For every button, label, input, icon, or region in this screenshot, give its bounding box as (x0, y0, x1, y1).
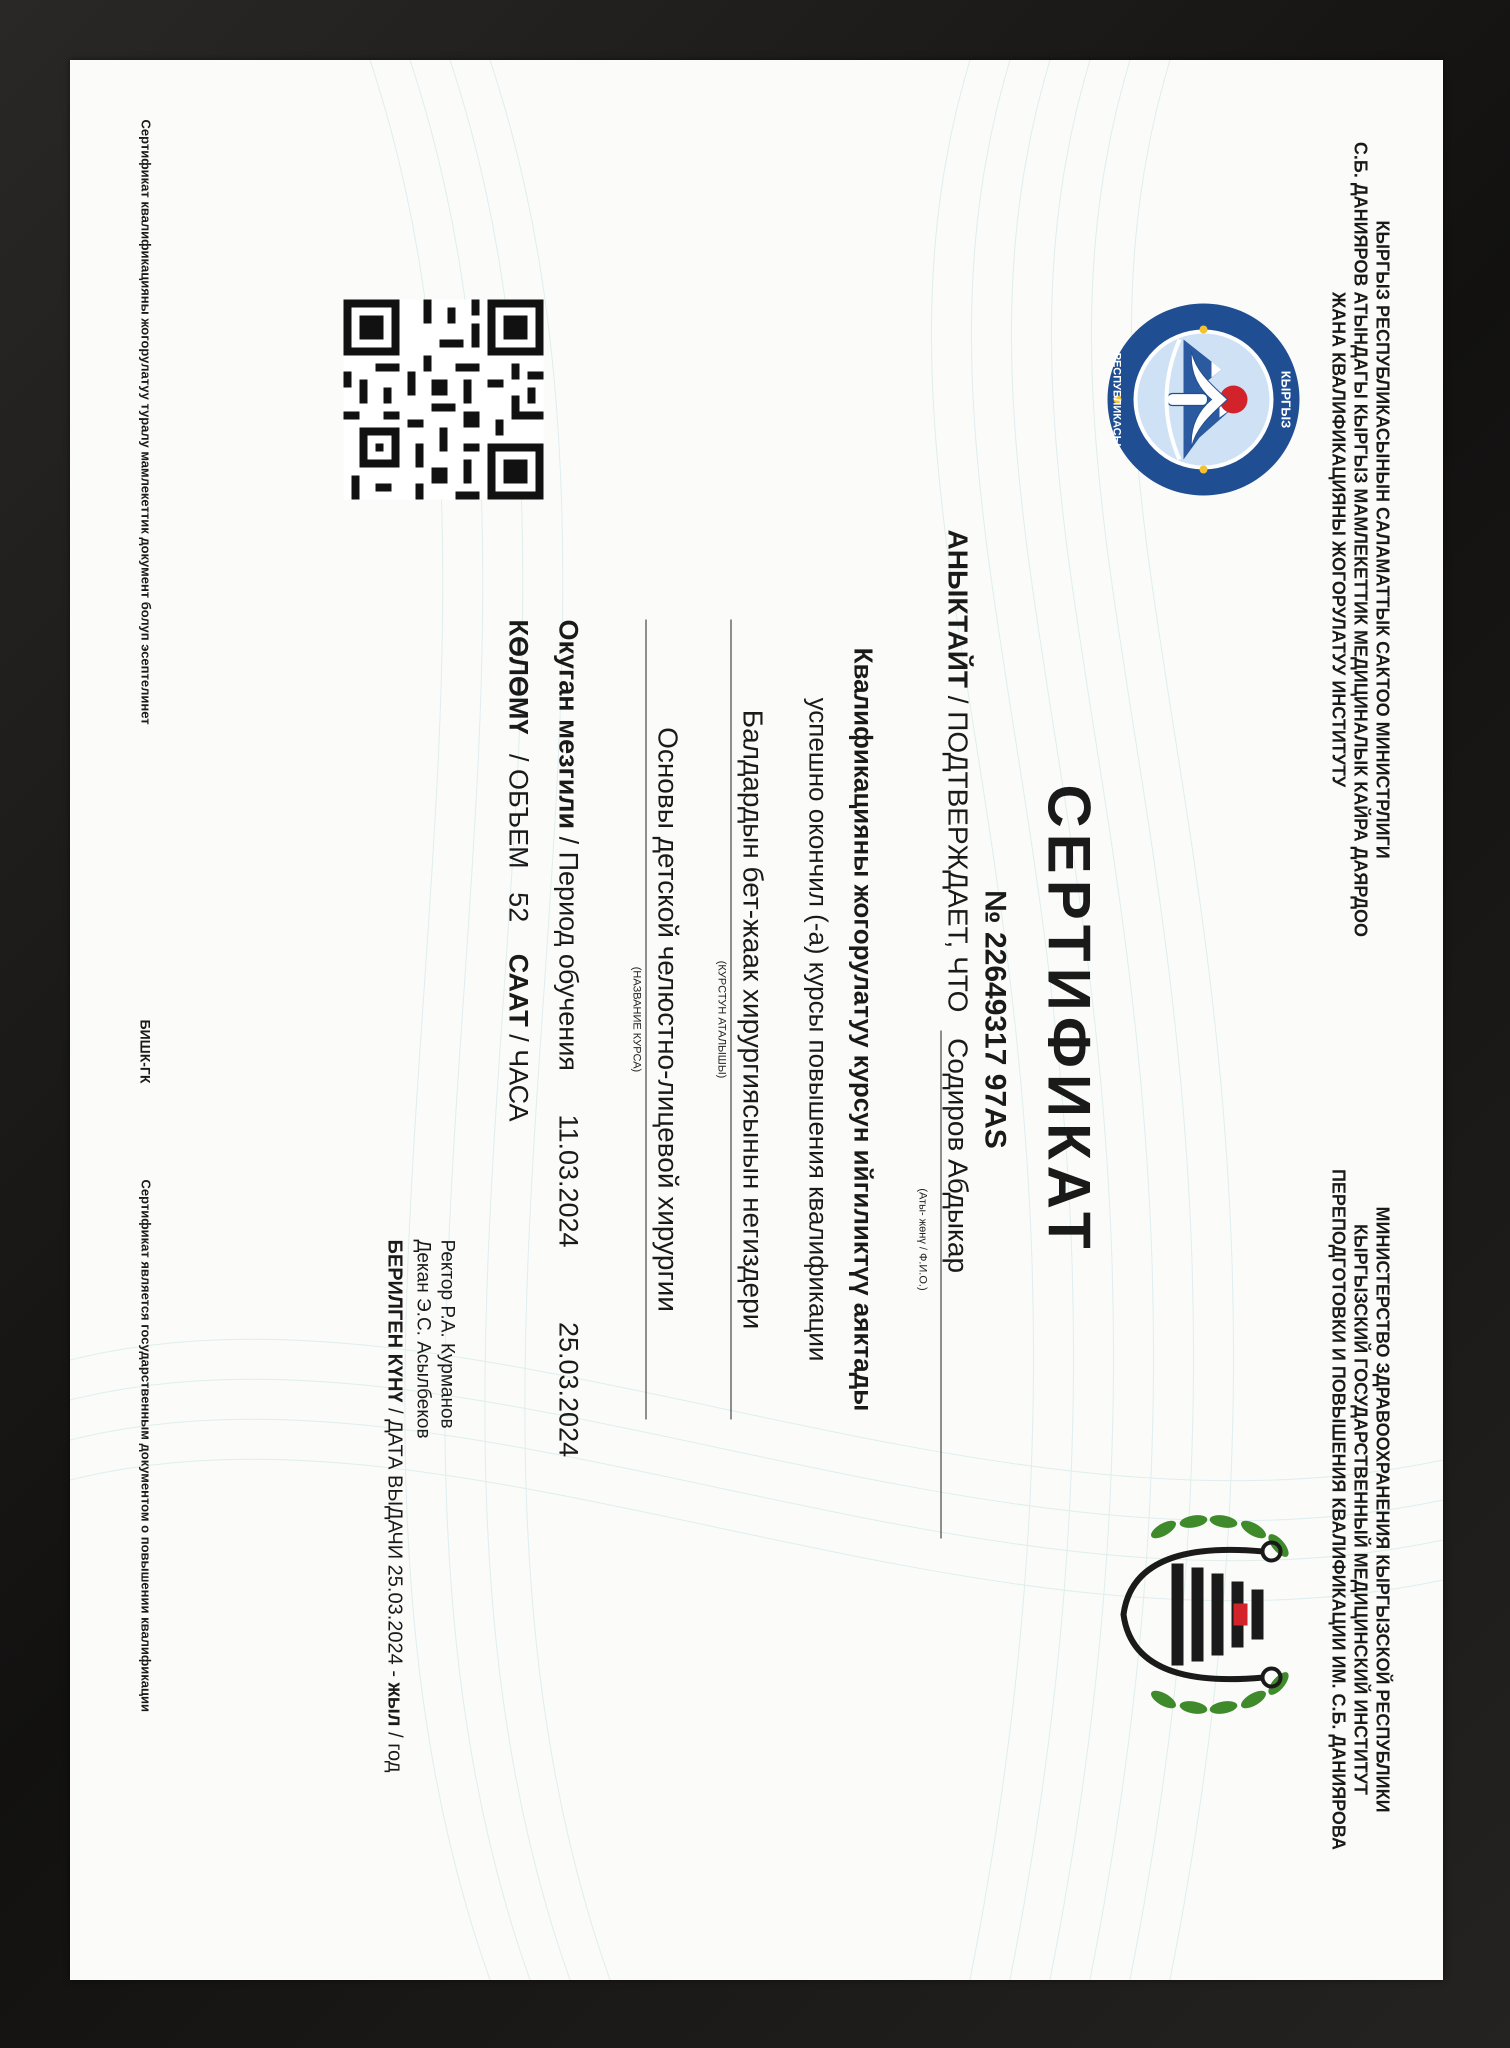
period-label-ru: / Период обучения (553, 836, 584, 1071)
period-to: 25.03.2024 (553, 1321, 584, 1458)
volume-unit-ru: / ЧАСА (503, 1034, 534, 1122)
header-right-line-2: КЫРГЫЗСКИЙ ГОСУДАРСТВЕННЫЙ МЕДИЦИНСКИЙ ИНСТИТУТ (1350, 1224, 1371, 1795)
course-ky-caption: (КУРСТУН АТАЛЫШЫ) (715, 960, 728, 1079)
header-left (1328, 130, 1394, 950)
name-caption: (Аты- жөнү / Ф.И.О.) (916, 1188, 929, 1291)
volume-row (503, 620, 534, 1620)
certificate-content (71, 60, 1444, 1980)
header-left-line-3: ЖАНА КВАЛИФИКАЦИЯНЫ ЖОГОРУЛАТУУ ИНСТИТУТУ (1328, 291, 1349, 788)
svg-text:КЫРГЫЗ: КЫРГЫЗ (1278, 370, 1294, 429)
dean-signature: Декан Э.С. Асылбеков (412, 1239, 434, 1439)
header-right-line-1: МИНИСТЕРСТВО ЗДРАВООХРАНЕНИЯ КЫРГЫЗСКОЙ РЕСПУБЛИКИ (1372, 1206, 1393, 1813)
issue-label-ky: БЕРИЛГЕН КҮНҮ (383, 1239, 406, 1403)
statement-ky: Квалификацияны жогорулатуу курсун ийгиликтүү аяктады (848, 647, 879, 1412)
rector-signature: Ректор Р.А. Курманов (436, 1239, 458, 1429)
recipient-name: Содиров Абдыкар (941, 1030, 974, 1538)
course-ru-underline (646, 620, 647, 1420)
issue-year-ky: жыл (383, 1682, 406, 1727)
footer-text-ky: Сертификат квалификацияны жогорулатуу туралу мамлекеттик документ болуп эсептелинет (138, 119, 154, 725)
course-ru-caption: (НАЗВАНИЕ КУРСА) (630, 966, 643, 1073)
volume-value: 52 (503, 892, 534, 923)
study-period-row (553, 620, 584, 1720)
signatures-block (411, 1240, 459, 1640)
header-right (1328, 1090, 1394, 1930)
qr-code (344, 300, 544, 500)
state-emblem (1104, 300, 1304, 500)
certificate-number: № 22649317 97AS (978, 890, 1012, 1149)
header-left-line-1: КЫРГЫЗ РЕСПУБЛИКАСЫНЫН САЛАМАТТЫК САКТОО МИНИСТРЛИГИ (1372, 220, 1393, 859)
course-ky-underline (731, 620, 732, 1420)
footer-code: БИШК-ГК (137, 1019, 154, 1084)
institute-logo (1094, 1500, 1324, 1730)
certificate-sheet (70, 60, 1443, 1980)
course-name-ru: Основы детской челюстно-лицевой хирургии (652, 727, 684, 1312)
volume-label-ky: КӨЛӨМҮ (503, 619, 534, 735)
confirm-label-ky: АНЫКТАЙТ (942, 529, 974, 688)
issue-year-ru: / год (383, 1732, 406, 1773)
issue-label-ru: / ДАТА ВЫДАЧИ (383, 1408, 406, 1560)
confirm-row (930, 530, 974, 1730)
header-right-line-3: ПЕРЕПОДГОТОВКИ И ПОВЫШЕНИЯ КВАЛИФИКАЦИИ ИМ. С.Б. ДАНИЯРОВА (1328, 1168, 1349, 1850)
svg-text:РЕСПУБЛИКАСЫ: РЕСПУБЛИКАСЫ (1110, 352, 1123, 447)
course-name-ky: Балдардын бет-жаак хирургиясынын негиздери (737, 709, 769, 1330)
issue-date: 25.03.2024 (383, 1564, 406, 1665)
issue-date-row: БЕРИЛГЕН КҮНҮ / ДАТА ВЫДАЧИ 25.03.2024 - жыл / год (383, 1239, 406, 1773)
volume-unit-ky: СААТ (503, 953, 534, 1027)
footer-text-ru: Сертификат является государственным документом о повышении квалификации (138, 1179, 154, 1712)
period-from: 11.03.2024 (553, 1114, 584, 1248)
period-label-ky: Окуган мезгили (553, 619, 584, 830)
certificate-title: СЕРТИФИКАТ (1035, 784, 1103, 1255)
volume-label-ru: / ОБЪЕМ (503, 753, 534, 869)
header-left-line-2: С.Б. ДАНИЯРОВ АТЫНДАГЫ КЫРГЫЗ МАМЛЕКЕТТИК МЕДИЦИНАЛЫК КАЙРА ДАЯРДОО (1350, 141, 1371, 938)
statement-ru: успешно окончил (-а) курсы повышения квалификации (803, 697, 834, 1362)
confirm-label-ru: / ПОДТВЕРЖДАЕТ, ЧТО (942, 695, 974, 1013)
